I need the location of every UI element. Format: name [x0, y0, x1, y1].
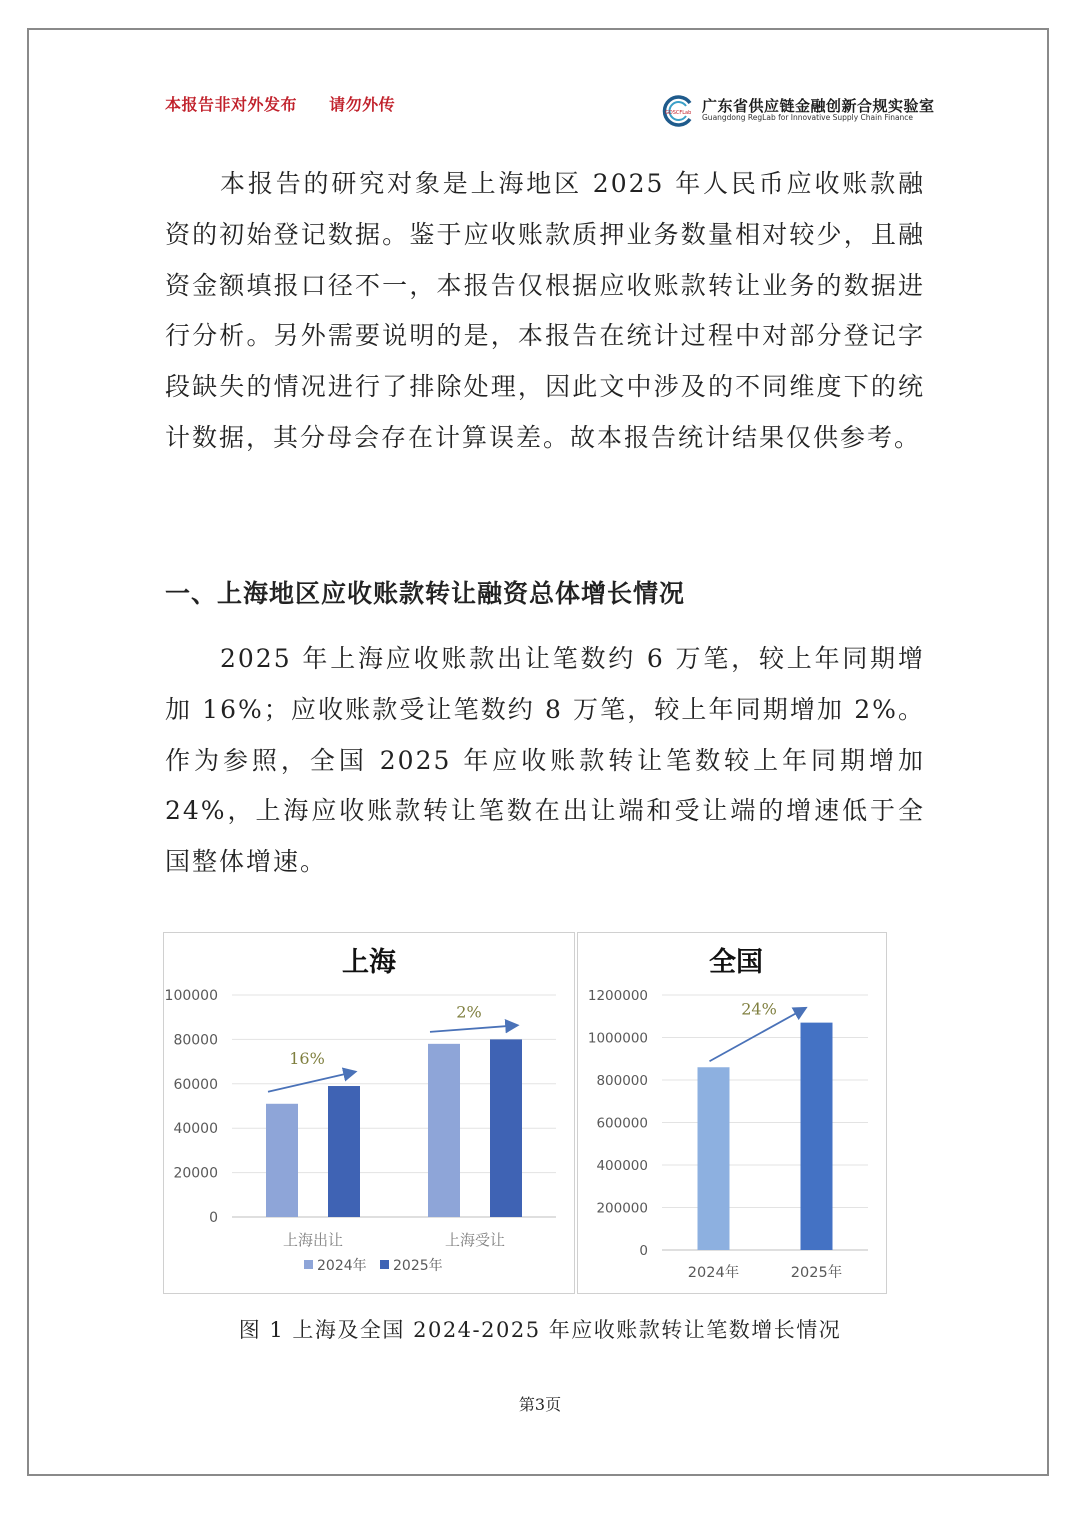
- growth-label: 2%: [456, 1002, 482, 1022]
- lab-logo: [660, 95, 935, 127]
- y-tick-label: 200000: [596, 1200, 648, 1217]
- y-tick-label: 600000: [596, 1115, 648, 1132]
- chart-title: 全国: [709, 947, 763, 978]
- growth-arrow: [430, 1025, 516, 1031]
- logo-chinese-name: 广东省供应链金融创新合规实验室: [702, 97, 935, 115]
- intro-paragraph: 本报告的研究对象是上海地区 2025 年人民币应收账款融资的初始登记数据。鉴于应收账款质押业务数量相对较少，且融资金额填报口径不一，本报告仅根据应收账款转让业务的数据进行分析。另外需要说明的是，本报告在统计过程中对部分登记字段缺失的情况进行了排除处理，因此文中涉及的不同维度下的统计数据，其分母会存在计算误差。故本报告统计结果仅供参考。: [165, 169, 925, 452]
- x-category-label: 2024年: [687, 1265, 740, 1281]
- page-number: 第3页: [518, 1395, 562, 1414]
- y-tick-label: 60000: [173, 1076, 218, 1093]
- bar-2024年: [698, 1067, 730, 1250]
- logo-english-name: Guangdong RegLab for Innovative Supply Chain Finance: [702, 113, 914, 122]
- bar-2024年-上海受让: [428, 1044, 460, 1217]
- legend-label: 2025年: [393, 1258, 443, 1274]
- bar-2024年-上海出让: [266, 1104, 298, 1217]
- bar-2025年: [801, 1023, 833, 1250]
- x-category-label: 2025年: [790, 1265, 843, 1281]
- national-chart: [577, 932, 887, 1294]
- growth-label: 16%: [289, 1049, 325, 1069]
- legend-label: 2024年: [317, 1258, 367, 1274]
- logo-ring-icon: [660, 95, 696, 127]
- y-tick-label: 80000: [173, 1032, 218, 1049]
- growth-label: 24%: [741, 999, 777, 1019]
- y-tick-label: 800000: [596, 1073, 648, 1089]
- shanghai-chart: [163, 932, 575, 1294]
- y-tick-label: 1000000: [587, 1030, 648, 1047]
- y-tick-label: 20000: [173, 1165, 218, 1182]
- logo-badge-text: GDSCFLab: [665, 110, 692, 116]
- y-tick-label: 40000: [173, 1121, 218, 1138]
- y-tick-label: 400000: [596, 1158, 648, 1174]
- section-heading: 一、上海地区应收账款转让融资总体增长情况: [165, 579, 686, 608]
- confidential-notice: [165, 92, 395, 115]
- legend-swatch: [380, 1260, 389, 1269]
- notice-do-not-share: 请勿外传: [329, 95, 396, 114]
- growth-paragraph: 2025 年上海应收账款出让笔数约 6 万笔，较上年同期增加 16%；应收账款受让笔数约 8 万笔，较上年同期增加 2%。作为参照，全国 2025 年应收账款转让笔数较上年同期增加 24%，上海应收账款转让笔数在出让端和受让端的增速低于全国整体增速。: [165, 644, 925, 877]
- bar-2025年-上海受让: [490, 1039, 522, 1217]
- x-category-label: 上海受让: [444, 1231, 506, 1249]
- y-tick-label: 1200000: [587, 988, 648, 1004]
- bar-2025年-上海出让: [328, 1086, 360, 1217]
- shanghai-chart-svg: [164, 933, 574, 1293]
- y-tick-label: 0: [209, 1210, 218, 1226]
- notice-not-public: 本报告非对外发布: [165, 95, 298, 114]
- national-chart-svg: [578, 933, 886, 1293]
- figure-caption: 图 1 上海及全国 2024-2025 年应收账款转让笔数增长情况: [238, 1318, 842, 1342]
- y-tick-label: 0: [639, 1243, 648, 1259]
- y-tick-label: 100000: [164, 988, 218, 1004]
- chart-title: 上海: [342, 947, 396, 978]
- x-category-label: 上海出让: [282, 1231, 344, 1249]
- legend-swatch: [304, 1260, 313, 1269]
